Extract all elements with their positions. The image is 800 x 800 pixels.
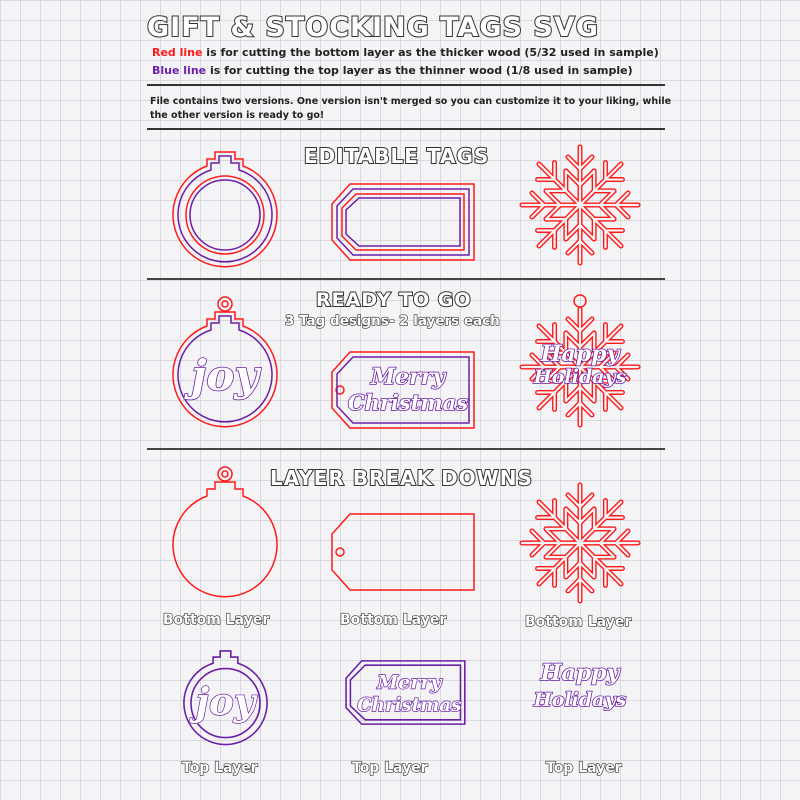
top-joy-text: joy <box>195 679 256 724</box>
caption-top-2: Top Layer <box>352 760 428 776</box>
caption-bottom-2: Bottom Layer <box>340 612 447 628</box>
editable-rectangle-tag <box>328 180 478 265</box>
top-holidays-text: Holidays <box>533 689 627 711</box>
top-happy-text: Happy <box>540 660 620 686</box>
editable-ornament-tag <box>160 140 290 275</box>
section-divider-1 <box>147 278 665 280</box>
legend-blue-text: is for cutting the top layer as the thinner wood (1/8 used in sample) <box>206 64 633 77</box>
caption-top-3: Top Layer <box>546 760 622 776</box>
section-subtitle-ready: 3 Tag designs- 2 layers each <box>285 313 500 329</box>
bottom-layer-ornament <box>160 462 290 612</box>
legend-red-text: is for cutting the bottom layer as the thicker wood (5/32 used in sample) <box>202 46 659 59</box>
legend-blue <box>152 64 633 77</box>
ready-merry-text: Merry <box>370 364 446 390</box>
legend-blue-label: Blue line <box>152 64 207 77</box>
editable-snowflake-tag <box>515 140 645 270</box>
note-line-1: File contains two versions. One version isn't merged so you can customize it to your liking, while <box>150 96 672 107</box>
ready-christmas-text: Christmas <box>347 390 469 415</box>
caption-bottom-3: Bottom Layer <box>525 614 632 630</box>
header-divider <box>147 84 665 86</box>
ready-happy-text: Happy <box>540 341 620 367</box>
ready-joy-ornament <box>160 292 290 442</box>
top-layer-joy-ornament <box>168 640 283 760</box>
top-merry-text: Merry <box>377 671 442 694</box>
section-title-layers: LAYER BREAK DOWNS <box>270 466 533 490</box>
ready-happy-holidays-snowflake <box>515 292 645 432</box>
bottom-layer-snowflake <box>515 478 645 608</box>
top-layer-merry-christmas-tag <box>340 655 470 730</box>
ready-holidays-text: Holidays <box>533 366 627 388</box>
section-divider-2 <box>147 448 665 450</box>
ready-joy-text: joy <box>191 351 259 400</box>
section-title-editable: EDITABLE TAGS <box>304 144 490 168</box>
bottom-layer-rectangle-tag <box>328 510 478 595</box>
top-layer-happy-holidays <box>530 650 630 725</box>
ready-merry-christmas-tag <box>328 348 478 433</box>
legend-red-label: Red line <box>152 46 203 59</box>
section-title-ready: READY TO GO <box>316 289 472 311</box>
legend-red <box>152 46 659 59</box>
caption-top-1: Top Layer <box>182 760 258 776</box>
note-divider <box>147 128 665 130</box>
top-christmas-text: Christmas <box>357 695 462 717</box>
page-title: GIFT & STOCKING TAGS SVG <box>147 12 599 43</box>
caption-bottom-1: Bottom Layer <box>163 612 270 628</box>
note-line-2: the other version is ready to go! <box>150 110 325 121</box>
